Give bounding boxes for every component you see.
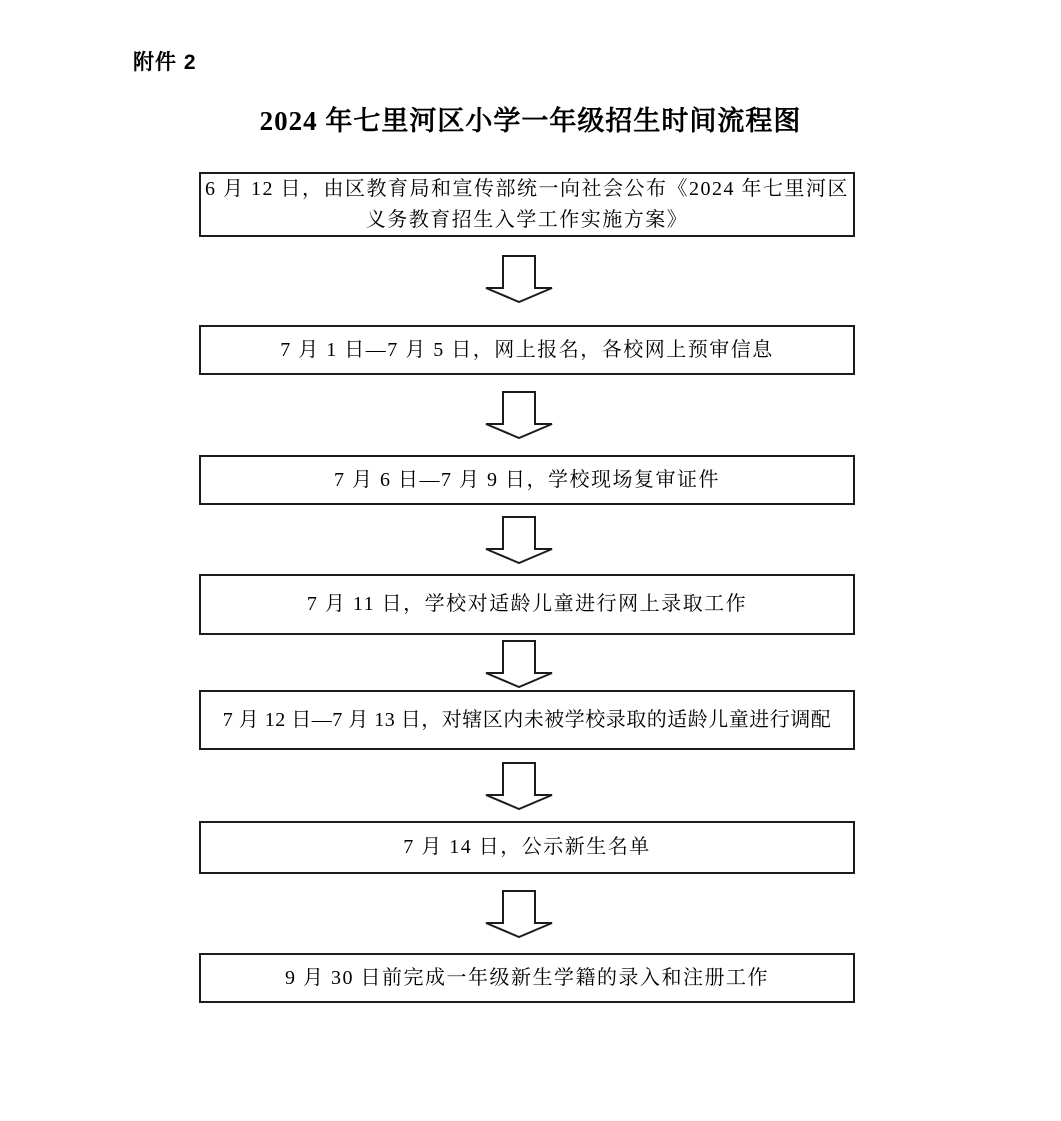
flow-step-2-line-1: 7 月 1 日—7 月 5 日，网上报名，各校网上预审信息 (280, 338, 774, 361)
down-arrow-icon (485, 391, 553, 439)
flow-step-6-line-1: 7 月 14 日，公示新生名单 (403, 836, 651, 858)
flow-step-1-line-1: 6 月 12 日，由区教育局和宣传部统一向社会公布《2024 年七里河区 (205, 177, 849, 200)
down-arrow-icon (485, 890, 553, 938)
attachment-label: 附件 2 (133, 51, 197, 74)
flow-step-3 (199, 455, 855, 505)
flow-step-3-line-1: 7 月 6 日—7 月 9 日，学校现场复审证件 (334, 468, 720, 491)
flow-step-7 (199, 953, 855, 1003)
flow-step-7-line-1: 9 月 30 日前完成一年级新生学籍的录入和注册工作 (285, 966, 769, 989)
down-arrow-icon (485, 762, 553, 810)
flow-step-4 (199, 574, 855, 635)
flow-step-2 (199, 325, 855, 375)
flow-step-5 (199, 690, 855, 750)
down-arrow-icon (485, 640, 553, 688)
down-arrow-icon (485, 255, 553, 303)
flow-step-4-line-1: 7 月 11 日，学校对适龄儿童进行网上录取工作 (306, 593, 748, 615)
flow-step-5-line-1: 7 月 12 日—7 月 13 日，对辖区内未被学校录取的适龄儿童进行调配 (222, 708, 832, 731)
flow-step-1-line-2: 义务教育招生入学工作实施方案》 (365, 208, 689, 231)
page-title: 2024 年七里河区小学一年级招生时间流程图 (259, 106, 802, 136)
flow-step-1 (199, 172, 855, 237)
flow-step-6 (199, 821, 855, 874)
down-arrow-icon (485, 516, 553, 564)
